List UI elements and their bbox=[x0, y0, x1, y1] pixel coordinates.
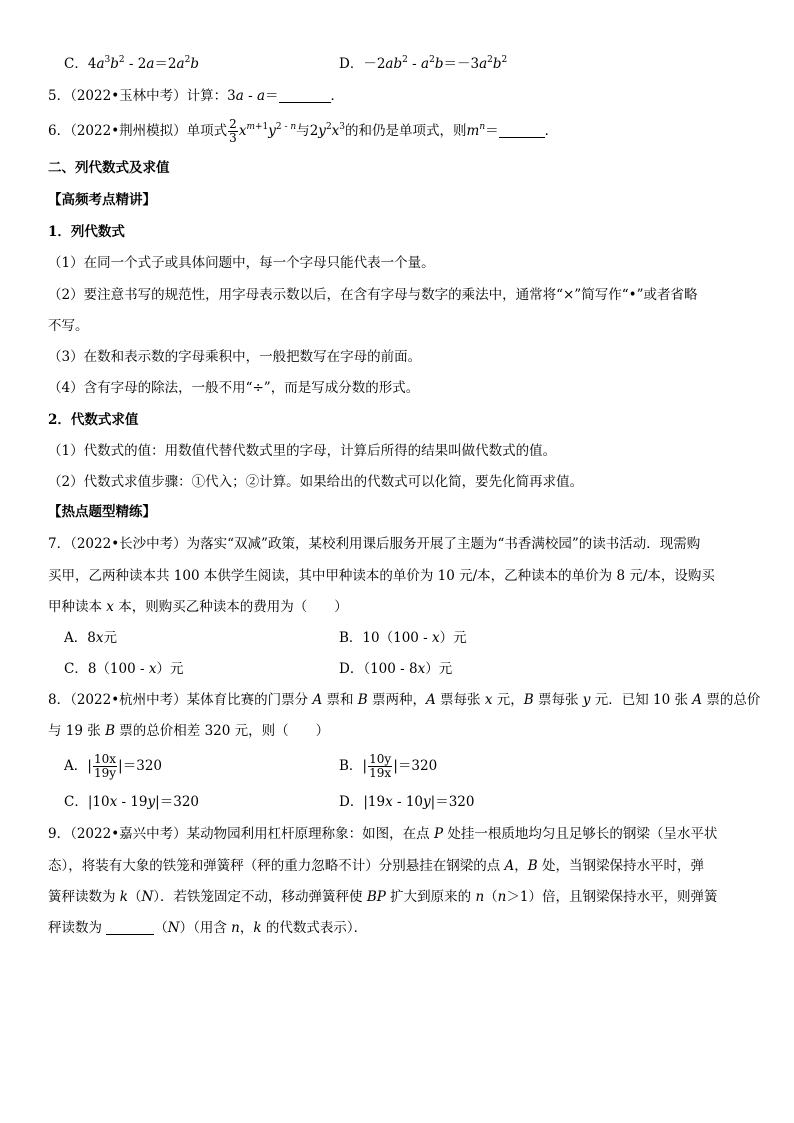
answer-blank bbox=[279, 88, 331, 103]
q8-option-c bbox=[64, 792, 199, 812]
question-source: （2022•玉林中考） bbox=[70, 88, 187, 104]
text: （ bbox=[154, 920, 168, 936]
var-x: x bbox=[432, 630, 440, 646]
fraction-denominator: 19x bbox=[369, 766, 392, 780]
q8-option-a bbox=[64, 753, 162, 780]
fraction bbox=[93, 753, 117, 780]
text: 与 19 张 bbox=[48, 723, 106, 739]
subsection-heading: 【高频考点精讲】 bbox=[48, 192, 156, 208]
var-P: P bbox=[433, 826, 444, 842]
q7-option-d bbox=[339, 659, 452, 679]
var-x: x bbox=[417, 661, 426, 677]
abs-bar: | bbox=[87, 758, 92, 774]
topic-heading-1: 1．列代数式 bbox=[48, 224, 125, 240]
option-label: D． bbox=[339, 56, 364, 72]
paragraph: （4）含有字母的除法，一般不用“÷”，而是写成分数的形式。 bbox=[48, 380, 420, 396]
question-9-line-2 bbox=[48, 856, 754, 876]
q5-end: ． bbox=[330, 88, 345, 104]
question-5 bbox=[48, 86, 754, 106]
var-n: n bbox=[231, 920, 240, 936]
var-k: k bbox=[253, 920, 262, 936]
q6-power: $m^n$ bbox=[466, 122, 486, 139]
text: 票和 bbox=[322, 692, 358, 708]
paragraph: 不写。 bbox=[48, 318, 89, 334]
option-text: ＝320 bbox=[435, 794, 475, 810]
var-A: A bbox=[312, 692, 323, 708]
var-y: y bbox=[582, 692, 591, 708]
text: ）．若铁笼固定不动，移动弹簧秤使 bbox=[153, 889, 367, 905]
q7-option-c bbox=[64, 659, 183, 679]
option-text: ）元 bbox=[156, 661, 184, 677]
question-number: 6． bbox=[48, 123, 71, 139]
question-9-line-4 bbox=[48, 918, 754, 938]
paragraph: （2）要注意书写的规范性，用字母表示数以后，在含有字母与数字的乘法中，通常将“×”简写作“•”或者省略 bbox=[48, 287, 698, 303]
option-text: C．8（100 - bbox=[64, 661, 149, 677]
text: 的代数式表示）． bbox=[261, 920, 368, 936]
q4-c-expr: $4a^3b^2 - 2a=2a^2b$ bbox=[87, 55, 199, 72]
option-text: D．（100 - 8 bbox=[339, 661, 418, 677]
paragraph: （1）在同一个式子或具体问题中，每一个字母只能代表一个量。 bbox=[48, 255, 435, 271]
option-label: A． bbox=[64, 758, 88, 774]
abs-bar: | bbox=[393, 758, 398, 774]
q8-option-d bbox=[339, 792, 475, 812]
subsection-heading: 【热点题型精练】 bbox=[48, 504, 156, 520]
var-B: B bbox=[523, 692, 534, 708]
q6-monomial-2: $2y^2x^3$ bbox=[309, 122, 346, 139]
text: 簧秤读数为 bbox=[48, 889, 120, 905]
fraction-numerator: 10x bbox=[93, 752, 117, 766]
text: ＞1）倍，且钢梁保持水平，则弹簧 bbox=[506, 889, 718, 905]
answer-blank bbox=[499, 123, 545, 138]
option-text: ＝320 bbox=[159, 794, 200, 810]
text: ， bbox=[514, 858, 528, 874]
option-text: ）元 bbox=[425, 661, 453, 677]
text: ， bbox=[239, 920, 254, 936]
text: 处，当钢梁保持水平时，弹 bbox=[537, 858, 705, 874]
var-k: k bbox=[119, 889, 128, 905]
q6-text-1: 单项式 bbox=[186, 123, 228, 139]
q4-d-expr: $-2ab^2 - a^2b=-3a^2b^2$ bbox=[363, 55, 508, 72]
q7-option-a bbox=[64, 628, 117, 648]
fraction-two-thirds bbox=[228, 118, 238, 145]
question-8-line-1 bbox=[48, 690, 761, 710]
var-A: A bbox=[426, 692, 436, 708]
abs-bar: | bbox=[118, 758, 123, 774]
option-label: C． bbox=[64, 794, 88, 810]
option-text: ＝320 bbox=[122, 758, 163, 774]
var-A: A bbox=[504, 858, 515, 874]
q5-var: a bbox=[256, 88, 266, 104]
option-label: D． bbox=[339, 794, 364, 810]
var-n: n bbox=[497, 889, 507, 905]
q6-end: ． bbox=[544, 123, 559, 139]
var-A: A bbox=[692, 692, 703, 708]
question-7-line-3 bbox=[48, 597, 754, 617]
var-x: x bbox=[484, 692, 493, 708]
text: 元， bbox=[492, 692, 524, 708]
question-8-line-2 bbox=[48, 721, 754, 741]
text: 票两种， bbox=[367, 692, 427, 708]
question-number: 5． bbox=[48, 88, 71, 104]
q5-minus: - bbox=[243, 88, 257, 104]
question-6 bbox=[48, 118, 754, 145]
text: 本，则购买乙种读本的费用为（ ） bbox=[113, 599, 348, 615]
var-x: x bbox=[106, 599, 114, 615]
option-text: ＝320 bbox=[397, 758, 438, 774]
q4-option-d bbox=[339, 54, 507, 74]
text: 元．已知 10 张 bbox=[590, 692, 693, 708]
option-label: B． bbox=[339, 758, 363, 774]
text: 9．（2022•嘉兴中考）某动物园利用杠杆原理称象：如图，在点 bbox=[48, 826, 434, 842]
q8-c-expr: |10x - 19y| bbox=[87, 794, 160, 810]
q8-d-expr: |19x - 10y| bbox=[363, 794, 436, 810]
text: 8．（2022•杭州中考）某体育比赛的门票分 bbox=[48, 692, 313, 708]
text: （ bbox=[127, 889, 142, 905]
q6-text-2: 与 bbox=[296, 123, 310, 139]
question-7-line-2: 买甲，乙两种读本共 100 本供学生阅读，其中甲种读本的单价为 10 元/本，乙种读本的单价为 8 元/本，设购买 bbox=[48, 568, 715, 584]
var-N: N bbox=[141, 889, 154, 905]
q6-monomial-1: $x^{m+1}y^{2 - n}$ bbox=[238, 122, 297, 139]
q7-option-b bbox=[339, 628, 467, 648]
text: 票每张 bbox=[435, 692, 485, 708]
question-source: （2022•荆州模拟） bbox=[70, 123, 187, 139]
question-9-line-3 bbox=[48, 887, 754, 907]
var-B: B bbox=[357, 692, 368, 708]
text: 扩大到原来的 bbox=[385, 889, 476, 905]
text: 态），将装有大象的铁笼和弹簧秤（秤的重力忽略不计）分别悬挂在钢梁的点 bbox=[48, 858, 505, 874]
text: （ bbox=[484, 889, 498, 905]
text: 处挂一根质地均匀且足够长的钢梁（呈水平状 bbox=[443, 826, 718, 842]
q5-coef: 3 bbox=[227, 88, 236, 104]
var-B: B bbox=[105, 723, 115, 739]
option-text: A．8 bbox=[64, 630, 96, 646]
q6-text-3: 的和仍是单项式，则 bbox=[345, 123, 467, 139]
q6-text-4: ＝ bbox=[485, 123, 499, 139]
text: 票的总价 bbox=[702, 692, 761, 708]
option-text: 元 bbox=[103, 630, 117, 646]
fraction bbox=[368, 753, 392, 780]
paragraph: （2）代数式求值步骤：①代入；②计算。如果给出的代数式可以化简，要先化简再求值。 bbox=[48, 474, 584, 490]
text: 票的总价相差 320 元，则（ ） bbox=[114, 723, 330, 739]
var-N: N bbox=[167, 920, 180, 936]
var-x: x bbox=[148, 661, 157, 677]
question-9-line-1 bbox=[48, 824, 754, 844]
fraction-denominator: 3 bbox=[229, 131, 237, 145]
q5-eq: ＝ bbox=[265, 88, 279, 104]
text: 秤读数为 bbox=[48, 920, 107, 936]
text: 票每张 bbox=[533, 692, 583, 708]
fraction-denominator: 19y bbox=[93, 766, 117, 780]
question-7-line-1: 7．（2022•长沙中考）为落实“双减”政策，某校利用课后服务开展了主题为“书香满校园”的读书活动．现需购 bbox=[48, 536, 701, 552]
q5-text: 计算： bbox=[186, 88, 228, 104]
var-n: n bbox=[475, 889, 485, 905]
abs-bar: | bbox=[362, 758, 368, 774]
text: ）（用含 bbox=[179, 920, 232, 936]
q5-var: a bbox=[235, 88, 244, 104]
var-B: B bbox=[527, 858, 538, 874]
paragraph: （3）在数和表示数的字母乘积中，一般把数写在字母的前面。 bbox=[48, 349, 422, 365]
answer-blank bbox=[106, 920, 154, 935]
option-text: ）元 bbox=[439, 630, 467, 646]
option-text: B．10（100 - bbox=[339, 630, 433, 646]
q4-option-c bbox=[64, 54, 199, 74]
paragraph: （1）代数式的值：用数值代替代数式里的字母，计算后所得的结果叫做代数式的值。 bbox=[48, 443, 557, 459]
q8-option-b bbox=[339, 753, 437, 780]
fraction-numerator: 2 bbox=[229, 117, 237, 131]
var-BP: BP bbox=[366, 889, 386, 905]
topic-heading-2: 2．代数式求值 bbox=[48, 412, 139, 428]
fraction-numerator: 10y bbox=[369, 752, 392, 766]
var-x: x bbox=[95, 630, 104, 646]
text: 甲种读本 bbox=[48, 599, 107, 615]
section-title: 二、列代数式及求值 bbox=[48, 160, 170, 176]
option-label: C． bbox=[64, 56, 88, 72]
